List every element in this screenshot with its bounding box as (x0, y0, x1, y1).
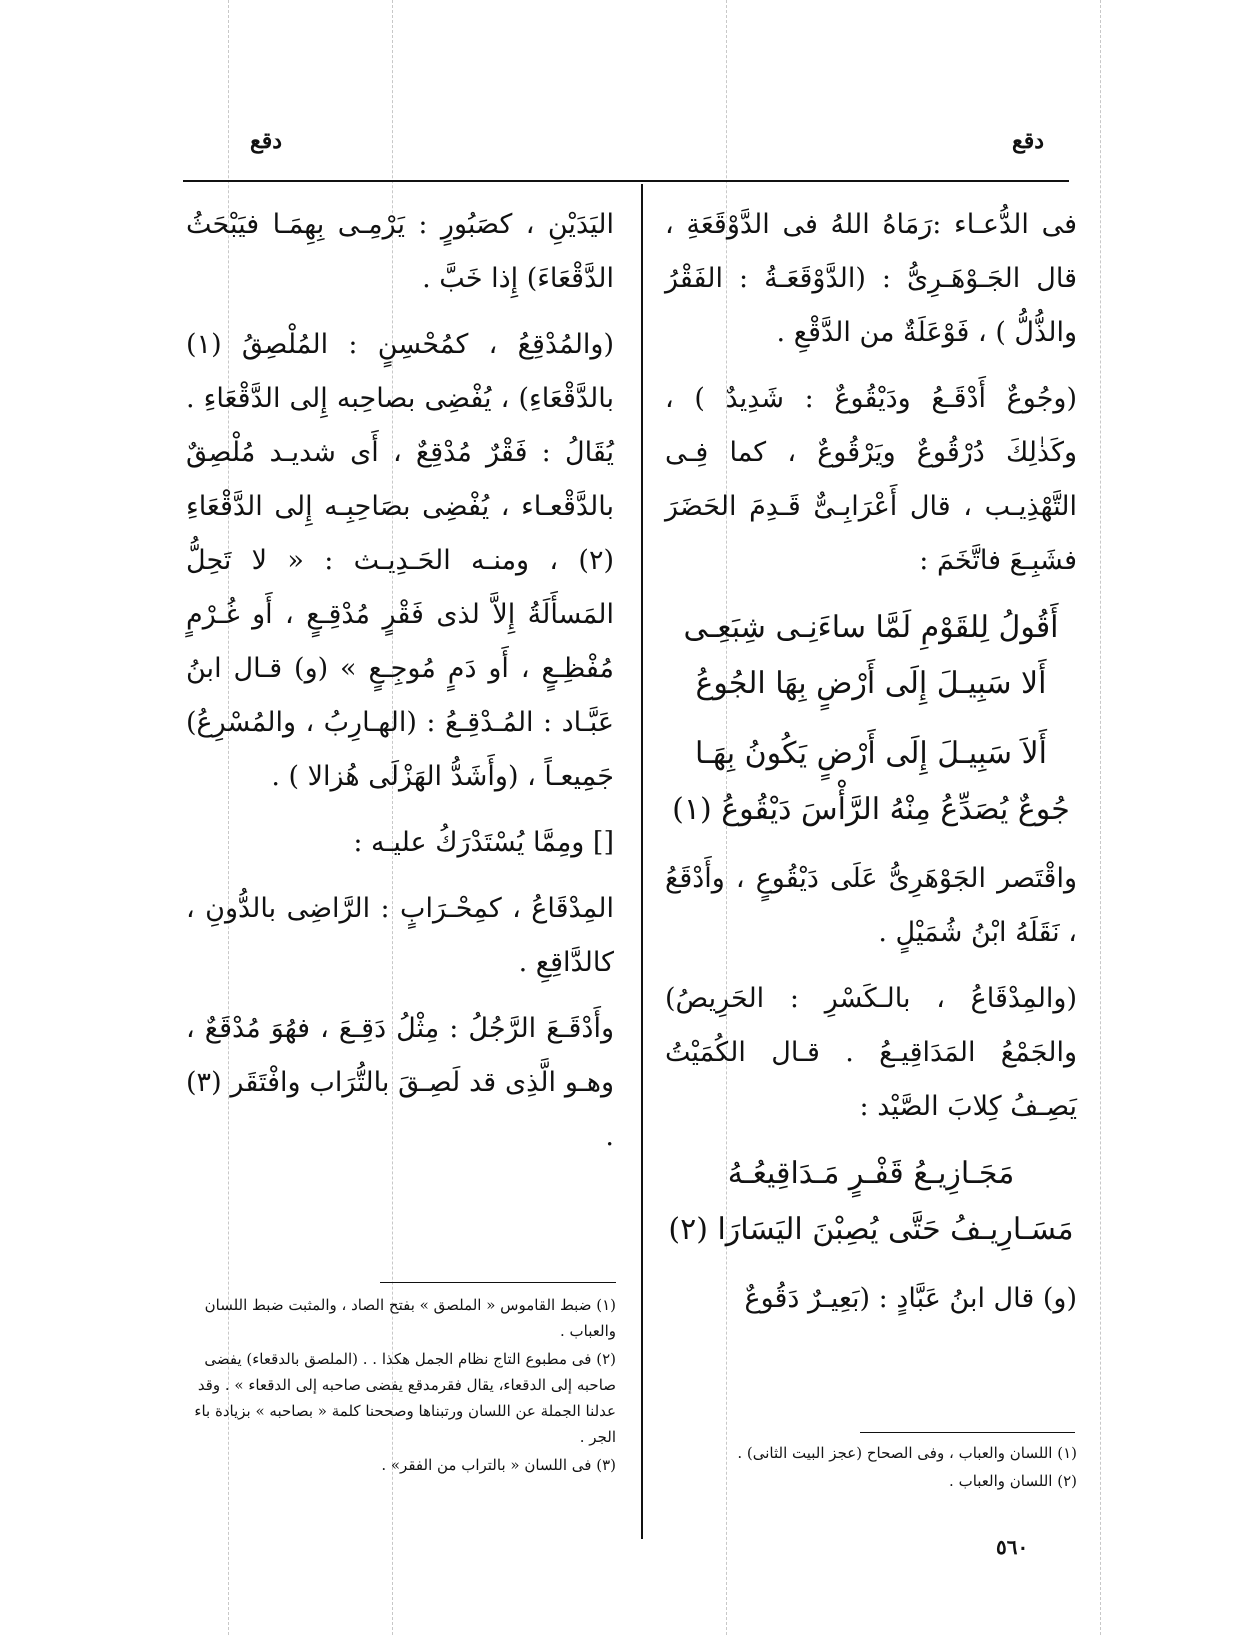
footnote: (٢) فى مطبوع التاج نظام الجمل هكذا . . (الملصق بالدقعاء) يفضى صاحبه إلى الدقعاء، يقال فقرمدقع يفضى صاحبه إلى الدقعاء » . وقد عدلنا الجملة عن اللسان ورتبناها وصححنا كلمة « بصاحبه » بزيادة باء الجر . (194, 1350, 616, 1446)
left-paragraph-2: (والمُدْقِعُ ، كمُحْسِنٍ : المُلْصِقُ (١) بالدَّقْعَاءِ) ، يُفْضِى بصاحِبه إِلى الدَّقْعَاءِ . يُقَالُ : فَقْرٌ مُدْقِعٌ ، أَى شديـد مُلْصِقٌ بالدَّقْعـاء ، يُفْضِى بصَاحِبِـه إِلى الدَّقْعَاءِ (٢) ، ومنـه الحَـدِيـث : « لا تَحِلُّ المَسأَلَةُ إِلاَّ لذى فَقْرٍ مُدْقِـعٍ ، أَو غُـرْمٍ مُفْظِـعٍ ، أَو دَمٍ مُوجِـعٍ » (و) قـال ابنُ عَبَّـاد : المُـدْقِـعُ : (الهـارِبُ ، والمُسْرِعُ) جَمِيعـاً ، (وأَشَدُّ الهَزْلَى هُزالا ) . (186, 329, 614, 792)
running-header-right: دقع (1012, 128, 1045, 154)
left-paragraph-5: وأَدْقَـعَ الرَّجُلُ : مِثْلُ دَقِـعَ ، فهُوَ مُدْقَعٌ ، وهـو الَّذِى قد لَصِـقَ بالتُّرَاب وافْتَقَر (٣) . (186, 1013, 614, 1152)
footnote-rule-left (380, 1282, 616, 1283)
left-column (186, 198, 614, 1176)
verse-line: أَلا سَبِيـلَ إِلَى أَرْضٍ بِهَا الجُوعُ (695, 666, 1047, 701)
scan-guide-line (1100, 0, 1101, 1635)
verse-block-1 (665, 600, 1077, 712)
right-paragraph-5: (و) قال ابنُ عَبَّادٍ : (بَعِيـرٌ دَقُوعٌ (744, 1283, 1077, 1314)
footnotes-right (665, 1440, 1077, 1496)
verse-block-3 (665, 1146, 1077, 1258)
footnote-rule-right (860, 1432, 1075, 1433)
footnote: (١) ضبط القاموس « الملصق » بفتح الصاد ، والمثبت ضبط اللسان والعباب . (204, 1296, 616, 1340)
verse-line: مَجَـازِيـعُ قَفْـرٍ مَـدَاقِيعُـهُ (727, 1156, 1015, 1191)
footnotes-left (186, 1292, 616, 1480)
right-paragraph-2: (وجُوعٌ أَدْقَـعُ ودَيْقُوعٌ : شَدِيدٌ ) ، وكَذٰلِكَ دُرْقُوعٌ ويَرْقُوعٌ ، كما فِـى التَّهْذِيـب ، قال أَعْرَابِـىٌّ قَـدِمَ الحَضَرَ فشَبِـعَ فاتَّخَمَ : (665, 383, 1077, 576)
column-divider (641, 184, 643, 1539)
footnote: (٣) فى اللسان « بالتراب من الفقر» . (381, 1456, 616, 1474)
running-header-left: دقع (250, 128, 283, 154)
verse-line: مَسَـارِيـفُ حَتَّى يُصِبْنَ اليَسَارَا (٢) (668, 1212, 1074, 1247)
right-paragraph-1: فى الدُّعـاء :رَمَاهُ اللهُ فى الدَّوْقَعَةِ ، قال الجَـوْهَـرِىُّ : (الدَّوْقَعَـةُ : الفَقْرُ والذُّلُّ ) ، فَوْعَلَةٌ من الدَّقْعِ . (665, 209, 1077, 348)
header-rule (183, 180, 1069, 182)
left-paragraph-3: [] ومِمَّا يُسْتَدْرَكُ عليـه : (353, 827, 614, 858)
right-column (665, 198, 1077, 1338)
footnote: (١) اللسان والعباب ، وفى الصحاح (عجز البيت الثانى) . (737, 1444, 1077, 1462)
verse-block-2 (665, 726, 1077, 838)
verse-line: أَلاَ سَبِيـلَ إِلَى أَرْضٍ يَكُونُ بِهَـا (694, 736, 1047, 771)
left-paragraph-4: المِدْقَاعُ ، كمِحْـرَابٍ : الرَّاضِى بالدُّونِ ، كالدَّاقِعِ . (186, 893, 614, 978)
footnote: (٢) اللسان والعباب . (949, 1472, 1077, 1490)
right-paragraph-4: (والمِدْقَاعُ ، بالـكَسْرِ : الحَرِيصُ) والجَمْعُ المَدَاقِيـعُ . قـال الكُمَيْتُ يَصِـفُ كِلابَ الصَّيْد : (665, 983, 1077, 1122)
verse-line: جُوعٌ يُصَدِّعُ مِنْهُ الرَّأْسَ دَيْقُوعُ (١) (672, 792, 1070, 827)
right-paragraph-3: واقْتَصر الجَوْهَرِىُّ عَلَى دَيْقُوعٍ ، وأَدْقَعُ ، نَقَلَهُ ابْنُ شُمَيْلٍ . (665, 863, 1077, 948)
verse-line: أَقُولُ لِلقَوْمِ لَمَّا ساءَنِـى شِبَعِـى (683, 610, 1059, 645)
left-paragraph-1: اليَدَيْنِ ، كصَبُورٍ : يَرْمِـى بِهِمَـا فيَبْحَثُ الدَّقْعَاءَ) إِذا خَبَّ . (186, 209, 614, 294)
page-number: ٥٦٠ (996, 1535, 1029, 1559)
